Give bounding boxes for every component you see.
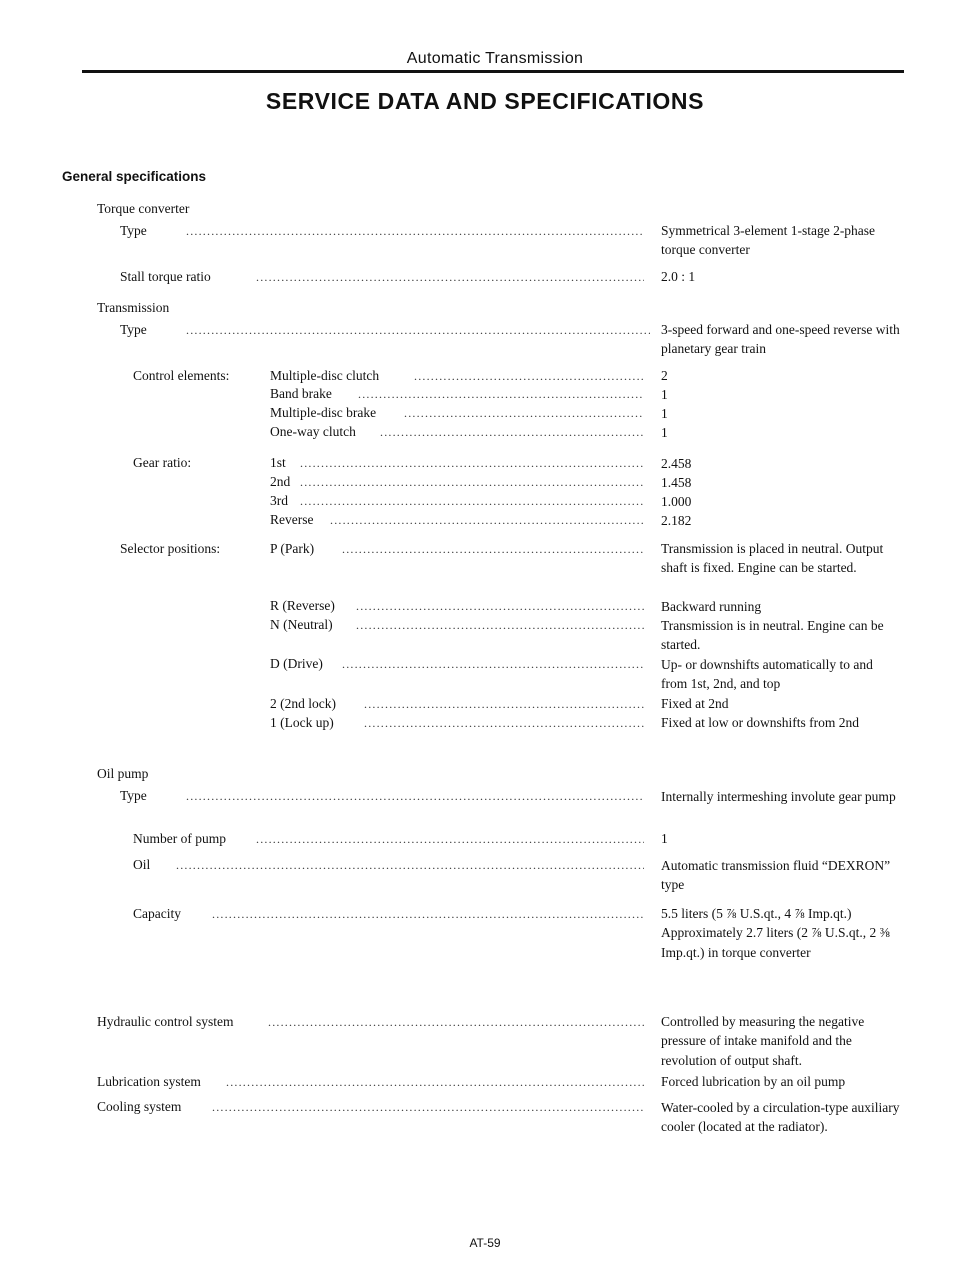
- spec-sublabel-selector-reverse: R (Reverse): [270, 598, 335, 613]
- dot-leader: [358, 385, 644, 403]
- spec-value-selector-neutral: Transmission is in neutral. Engine can be started.: [661, 618, 884, 653]
- spec-sublabel-gear-reverse: Reverse: [270, 512, 314, 527]
- spec-value-tr-type: 3-speed forward and one-speed reverse with planetary gear train: [661, 322, 900, 357]
- dot-leader: [300, 492, 644, 510]
- dot-leader: [186, 321, 650, 339]
- group-label-torque-converter: Torque converter: [97, 201, 190, 216]
- spec-value-number-of-pump: 1: [661, 831, 668, 846]
- spec-value-band-brake: 1: [661, 387, 668, 402]
- spec-label-number-of-pump: Number of pump: [133, 831, 226, 846]
- page-title: SERVICE DATA AND SPECIFICATIONS: [265, 88, 705, 114]
- dot-leader: [256, 830, 644, 848]
- spec-value-multiple-disc-brake: 1: [661, 406, 668, 421]
- dot-leader: [186, 222, 644, 240]
- spec-sublabel-multiple-disc-brake: Multiple-disc brake: [270, 405, 377, 420]
- dot-leader: [356, 597, 644, 615]
- spec-value-hydraulic-control: Controlled by measuring the negative pressure of intake manifold and the revolution of output shaft.: [661, 1014, 865, 1068]
- page-number: AT-59: [469, 1236, 501, 1250]
- spec-label-capacity: Capacity: [133, 906, 181, 921]
- dot-leader: [176, 856, 644, 874]
- spec-sublabel-selector-lock-up: 1 (Lock up): [270, 715, 334, 730]
- dot-leader: [364, 714, 644, 732]
- dot-leader: [256, 268, 644, 286]
- spec-value-selector-park: Transmission is placed in neutral. Output shaft is fixed. Engine can be started.: [661, 541, 884, 576]
- spec-value-cooling: Water-cooled by a circulation-type auxiliary cooler (located at the radiator).: [661, 1100, 900, 1135]
- spec-label-oil: Oil: [133, 857, 151, 872]
- spec-value-one-way-clutch: 1: [661, 425, 668, 440]
- dot-leader: [356, 616, 644, 634]
- spec-label-op-type: Type: [120, 788, 147, 803]
- spec-value-lubrication: Forced lubrication by an oil pump: [661, 1074, 846, 1089]
- spec-value-stall-ratio: 2.0 : 1: [661, 269, 696, 284]
- spec-value-gear-3rd: 1.000: [661, 494, 692, 509]
- spec-value-gear-reverse: 2.182: [661, 513, 692, 528]
- spec-sublabel-selector-park: P (Park): [270, 541, 315, 556]
- spec-value-oil: Automatic transmission fluid “DEXRON” type: [661, 858, 891, 893]
- dot-leader: [300, 473, 644, 491]
- spec-label-selector-positions: Selector positions:: [120, 541, 221, 556]
- dot-leader: [212, 1098, 644, 1116]
- spec-value-op-type: Internally intermeshing involute gear pump: [661, 789, 896, 804]
- spec-label-hydraulic-control: Hydraulic control system: [97, 1014, 234, 1029]
- group-label-transmission: Transmission: [97, 300, 170, 315]
- spec-value-selector-drive: Up- or downshifts automatically to and from 1st, 2nd, and top: [661, 657, 873, 692]
- spec-sublabel-gear-1st: 1st: [270, 455, 286, 470]
- spec-value-selector-lock-up: Fixed at low or downshifts from 2nd: [661, 715, 859, 730]
- spec-label-tr-type: Type: [120, 322, 147, 337]
- spec-sublabel-multiple-disc-clutch: Multiple-disc clutch: [270, 368, 380, 383]
- spec-sublabel-selector-2nd-lock: 2 (2nd lock): [270, 696, 336, 711]
- spec-value-gear-2nd: 1.458: [661, 475, 692, 490]
- header-rule: [82, 70, 904, 73]
- dot-leader: [330, 511, 644, 529]
- dot-leader: [342, 540, 644, 558]
- dot-leader: [186, 787, 644, 805]
- dot-leader: [268, 1013, 644, 1031]
- dot-leader: [212, 905, 644, 923]
- spec-sublabel-gear-3rd: 3rd: [270, 493, 288, 508]
- dot-leader: [342, 655, 644, 673]
- dot-leader: [364, 695, 644, 713]
- dot-leader: [404, 404, 644, 422]
- spec-label-stall-ratio: Stall torque ratio: [120, 269, 211, 284]
- spec-sublabel-gear-2nd: 2nd: [270, 474, 291, 489]
- dot-leader: [300, 454, 644, 472]
- spec-label-gear-ratio: Gear ratio:: [133, 455, 192, 470]
- dot-leader: [414, 367, 644, 385]
- section-heading: General specifications: [62, 169, 207, 184]
- spec-value-gear-1st: 2.458: [661, 456, 692, 471]
- spec-label-cooling: Cooling system: [97, 1099, 182, 1114]
- dot-leader: [380, 423, 644, 441]
- spec-sublabel-band-brake: Band brake: [270, 386, 332, 401]
- spec-value-capacity: 5.5 liters (5 ⅞ U.S.qt., 4 ⅞ Imp.qt.) Approximately 2.7 liters (2 ⅞ U.S.qt., 2 ⅜ Imp.qt.) in torque converter: [661, 906, 890, 960]
- spec-sublabel-one-way-clutch: One-way clutch: [270, 424, 356, 439]
- group-label-oil-pump: Oil pump: [97, 766, 149, 781]
- spec-label-lubrication: Lubrication system: [97, 1074, 201, 1089]
- spec-value-selector-reverse: Backward running: [661, 599, 762, 614]
- spec-value-tc-type: Symmetrical 3-element 1-stage 2-phase torque converter: [661, 223, 876, 258]
- spec-label-control-elements: Control elements:: [133, 368, 230, 383]
- spec-sublabel-selector-drive: D (Drive): [270, 656, 323, 671]
- spec-label-tc-type: Type: [120, 223, 147, 238]
- running-header: Automatic Transmission: [406, 50, 584, 67]
- spec-sublabel-selector-neutral: N (Neutral): [270, 617, 333, 632]
- dot-leader: [226, 1073, 644, 1091]
- spec-value-multiple-disc-clutch: 2: [661, 368, 668, 383]
- spec-value-selector-2nd-lock: Fixed at 2nd: [661, 696, 729, 711]
